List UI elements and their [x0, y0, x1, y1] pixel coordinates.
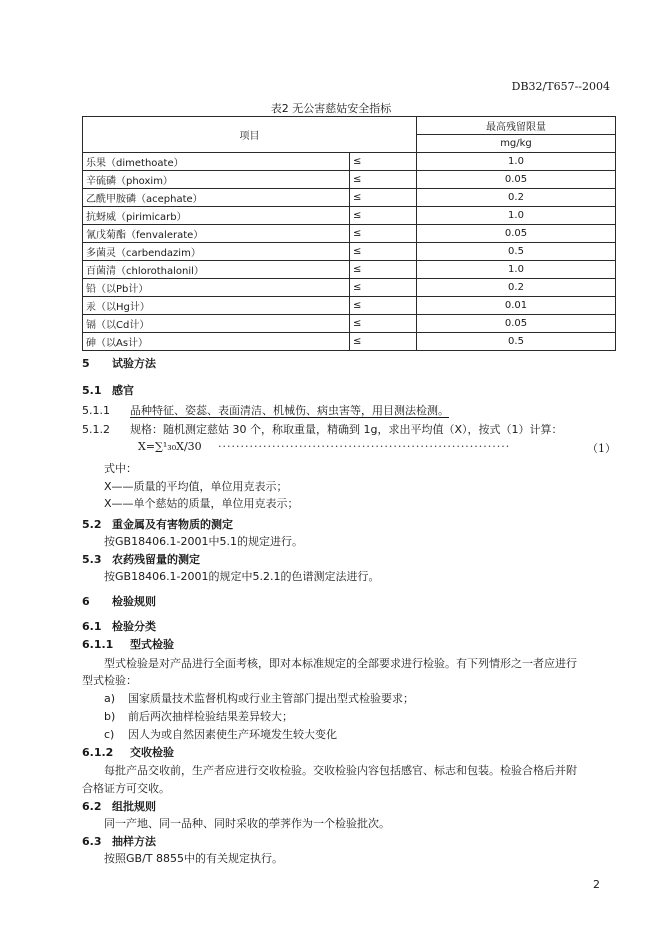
- row-operator: ≤: [350, 225, 417, 243]
- section-title: 农药残留量的测定: [112, 553, 200, 566]
- section-number: 5.3: [82, 553, 102, 566]
- definition-2: X——单个慈姑的质量，单位用克表示；: [104, 497, 299, 510]
- section-title: 交收检验: [130, 746, 174, 759]
- section-5-heading: [82, 355, 156, 371]
- row-value: 0.5: [417, 333, 616, 351]
- clause-text: 品种特征、姿蕊、表面清洁、机械伤、病虫害等，用目测法检测。: [130, 404, 449, 417]
- header-limit: 最高残留限量: [417, 117, 616, 135]
- row-name: 多菌灵（carbendazim）: [83, 243, 350, 261]
- row-name: 氰戊菊酯（fenvalerate）: [83, 225, 350, 243]
- table-row: [83, 153, 616, 171]
- list-label: a): [104, 692, 116, 705]
- list-label: b): [104, 710, 116, 723]
- section-6-1-1-heading: [82, 636, 174, 652]
- table-row: [83, 315, 616, 333]
- section-6-1-2-text-1: 每批产品交收前，生产者应进行交收检验。交收检验内容包括感官、标志和包装。检验合格后并附: [104, 764, 577, 777]
- row-name: 铅（以Pb计）: [83, 279, 350, 297]
- page-number: 2: [593, 878, 600, 891]
- section-6-1-heading: [82, 618, 156, 634]
- section-5-2-heading: [82, 516, 233, 532]
- section-6-3-heading: [82, 833, 156, 849]
- section-6-1-1-text-2: 型式检验：: [82, 674, 137, 687]
- table-row: [83, 171, 616, 189]
- section-6-1-2-heading: [82, 744, 174, 760]
- formula-dots: ·································································: [218, 440, 511, 453]
- section-number: 6.1.2: [82, 746, 114, 759]
- header-unit: mg/kg: [417, 135, 616, 153]
- row-value: 1.0: [417, 153, 616, 171]
- row-operator: ≤: [350, 261, 417, 279]
- section-6-heading: [82, 593, 156, 609]
- table-title: 表2 无公害慈姑安全指标: [270, 102, 392, 115]
- section-title: 型式检验: [130, 638, 174, 651]
- list-item-b: [104, 708, 624, 725]
- table-row: [83, 189, 616, 207]
- section-number: 6.1: [82, 620, 102, 633]
- row-operator: ≤: [350, 297, 417, 315]
- row-value: 0.2: [417, 189, 616, 207]
- table-row: [83, 279, 616, 297]
- row-operator: ≤: [350, 333, 417, 351]
- formula-number: （1）: [587, 442, 616, 455]
- section-title: 检验分类: [112, 620, 156, 633]
- row-name: 抗蚜威（pirimicarb）: [83, 207, 350, 225]
- section-title: 检验规则: [112, 595, 156, 608]
- section-5-3-text: 按GB18406.1-2001的规定中5.2.1的色谱测定法进行。: [104, 570, 380, 583]
- row-value: 1.0: [417, 261, 616, 279]
- row-operator: ≤: [350, 189, 417, 207]
- row-value: 0.05: [417, 171, 616, 189]
- row-name: 辛硫磷（phoxim）: [83, 171, 350, 189]
- row-operator: ≤: [350, 243, 417, 261]
- section-6-1-1-text-1: 型式检验是对产品进行全面考核，即对本标准规定的全部要求进行检验。有下列情形之一者应进行: [104, 657, 577, 670]
- section-number: 5.2: [82, 518, 102, 531]
- formula: X=∑¹₃₀X/30: [138, 440, 202, 453]
- section-title: 试验方法: [112, 357, 156, 370]
- clause-5-1-1: [82, 402, 449, 418]
- list-item-c: [104, 726, 624, 743]
- section-6-2-heading: [82, 798, 156, 814]
- section-number: 6: [82, 595, 90, 608]
- table-row: [83, 297, 616, 315]
- section-title: 组批规则: [112, 800, 156, 813]
- row-operator: ≤: [350, 171, 417, 189]
- list-text: 因人为或自然因素使生产环境发生较大变化: [128, 728, 337, 741]
- row-value: 0.2: [417, 279, 616, 297]
- section-title: 重金属及有害物质的测定: [112, 518, 233, 531]
- section-5-2-text: 按GB18406.1-2001中5.1的规定进行。: [104, 535, 304, 548]
- section-number: 6.2: [82, 800, 102, 813]
- section-5-3-heading: [82, 551, 200, 567]
- section-title: 抽样方法: [112, 835, 156, 848]
- row-name: 乙酰甲胺磷（acephate）: [83, 189, 350, 207]
- clause-text: 规格：随机测定慈姑 30 个，称取重量，精确到 1g，求出平均值（X），按式（1）计算：: [130, 423, 563, 436]
- where-label: 式中：: [104, 462, 137, 475]
- table-row: [83, 207, 616, 225]
- list-label: c): [104, 728, 115, 741]
- row-value: 1.0: [417, 207, 616, 225]
- section-6-2-text: 同一产地、同一品种、同时采收的荸荠作为一个检验批次。: [104, 817, 390, 830]
- row-name: 汞（以Hg计）: [83, 297, 350, 315]
- list-item-a: [104, 690, 624, 707]
- formula-line: [138, 440, 616, 453]
- row-operator: ≤: [350, 315, 417, 333]
- row-value: 0.5: [417, 243, 616, 261]
- safety-index-table: [82, 116, 616, 351]
- row-value: 0.05: [417, 315, 616, 333]
- table-row: [83, 225, 616, 243]
- row-value: 0.01: [417, 297, 616, 315]
- clause-number: 5.1.2: [82, 423, 110, 436]
- section-6-1-2-text-2: 合格证方可交收。: [82, 782, 170, 795]
- row-value: 0.05: [417, 225, 616, 243]
- table-row: [83, 261, 616, 279]
- row-operator: ≤: [350, 279, 417, 297]
- clause-5-1-2: [82, 421, 563, 437]
- document-id: DB32/T657--2004: [511, 80, 610, 93]
- section-number: 5.1: [82, 384, 102, 397]
- row-operator: ≤: [350, 207, 417, 225]
- section-5-1-heading: [82, 382, 134, 398]
- section-number: 5: [82, 357, 90, 370]
- table-row: [83, 243, 616, 261]
- list-text: 前后两次抽样检验结果差异较大；: [128, 710, 293, 723]
- section-number: 6.3: [82, 835, 102, 848]
- header-item: 项目: [83, 117, 417, 153]
- section-number: 6.1.1: [82, 638, 114, 651]
- row-operator: ≤: [350, 153, 417, 171]
- section-6-3-text: 按照GB/T 8855中的有关规定执行。: [104, 852, 283, 865]
- definition-1: X——质量的平均值，单位用克表示；: [104, 480, 288, 493]
- list-text: 国家质量技术监督机构或行业主管部门提出型式检验要求；: [128, 692, 414, 705]
- section-title: 感官: [112, 384, 134, 397]
- row-name: 镉（以Cd计）: [83, 315, 350, 333]
- row-name: 砷（以As计）: [83, 333, 350, 351]
- row-name: 乐果（dimethoate）: [83, 153, 350, 171]
- row-name: 百菌清（chlorothalonil）: [83, 261, 350, 279]
- table-row: [83, 333, 616, 351]
- clause-number: 5.1.1: [82, 404, 110, 417]
